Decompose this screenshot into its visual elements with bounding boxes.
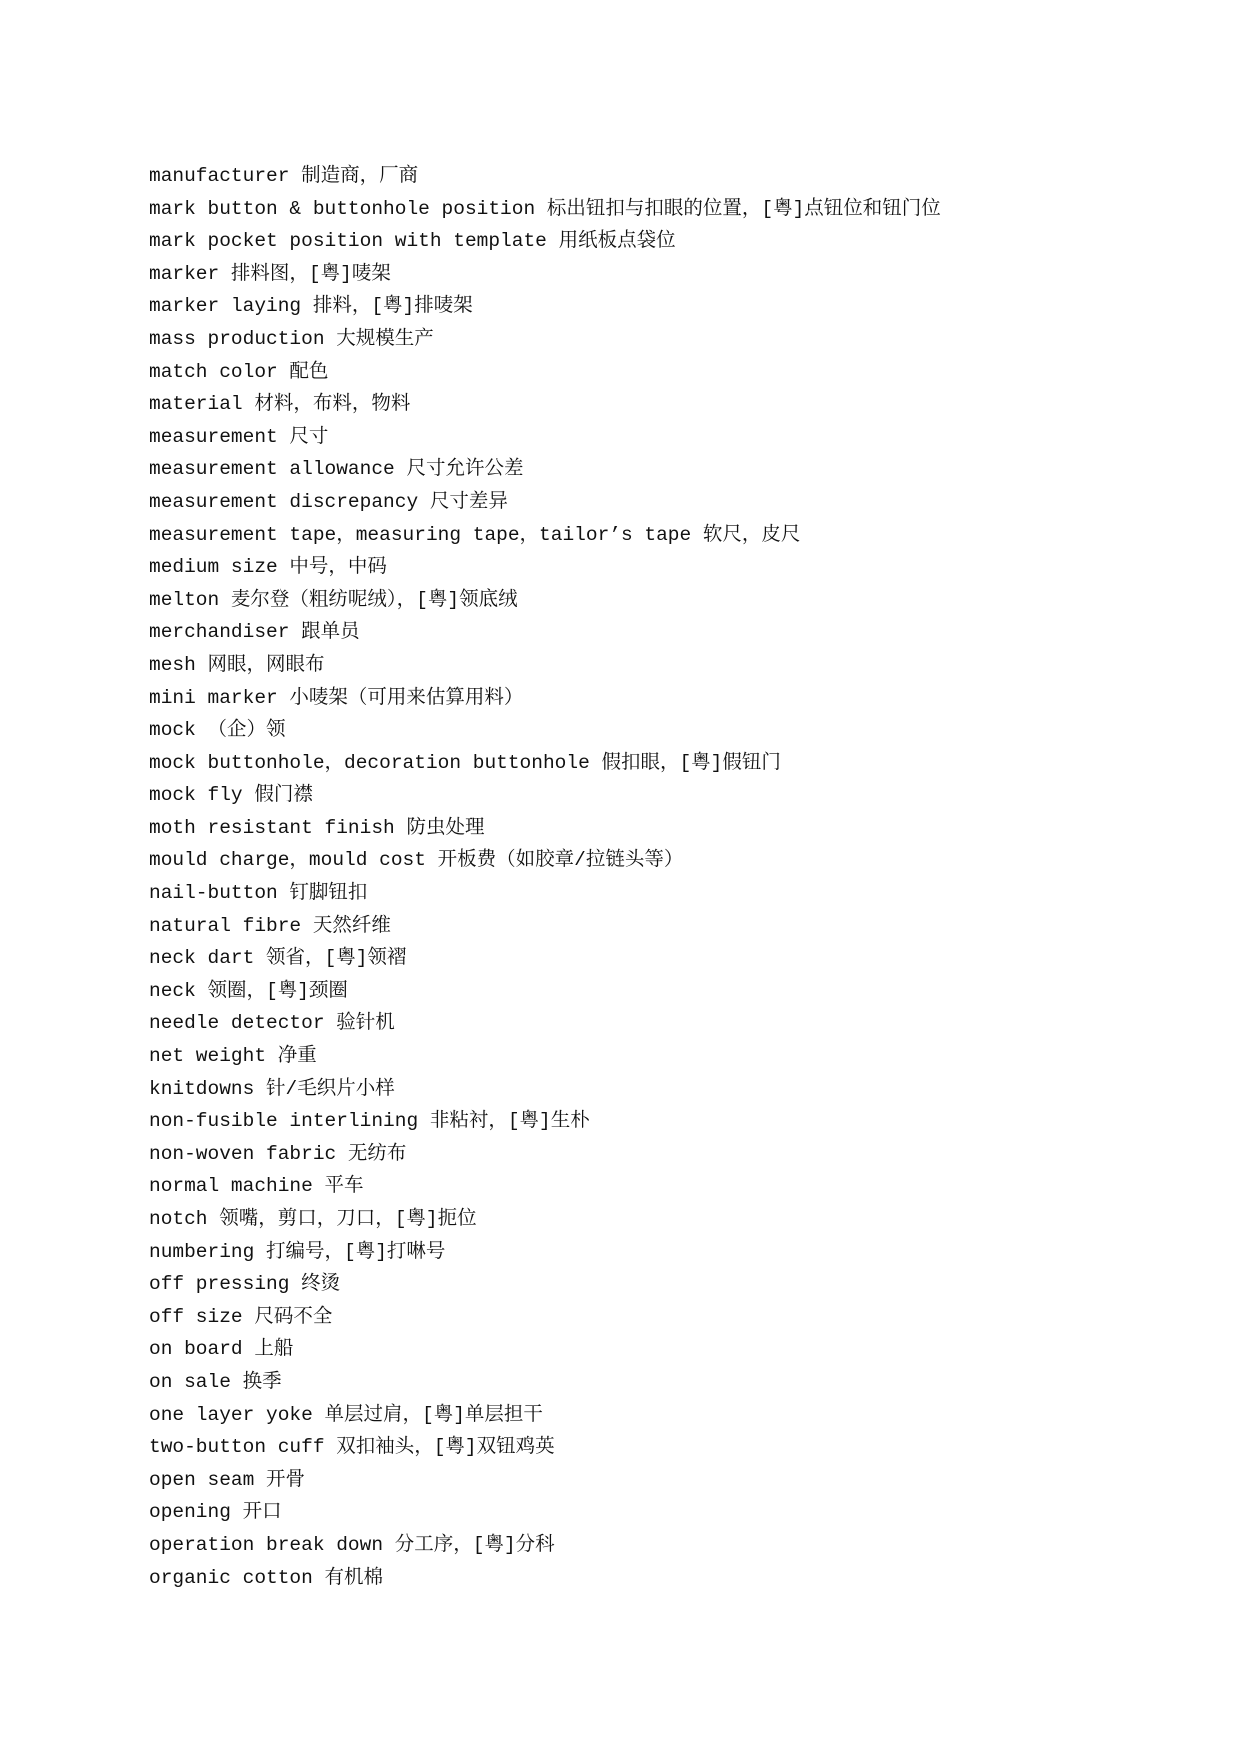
glossary-entry: notch 领嘴，剪口，刀口，[粤]扼位 [149,1208,477,1230]
glossary-entry: mark pocket position with template 用纸板点袋位 [149,230,676,253]
glossary-entry: merchandiser 跟单员 [149,621,360,644]
glossary-entry: operation break down 分工序，[粤]分科 [149,1533,555,1556]
glossary-entry: two-button cuff 双扣袖头，[粤]双钮鸡英 [149,1436,555,1459]
glossary-entry: normal machine 平车 [149,1175,364,1198]
glossary-page [149,160,1189,1594]
glossary-entry: material 材料，布料，物料 [149,393,411,416]
glossary-entry: mark button & buttonhole position 标出钮扣与扣眼的位置，[粤]点钮位和钮门位 [149,197,941,220]
glossary-entry: measurement discrepancy 尺寸差异 [149,490,508,513]
glossary-entry: needle detector 验针机 [149,1012,395,1035]
glossary-entry: mesh 网眼，网眼布 [149,653,325,676]
glossary-entry: mock （企）领 [149,719,286,742]
glossary-entry: measurement 尺寸 [149,425,329,448]
glossary-entry: manufacturer 制造商，厂商 [149,165,419,187]
glossary-entry: numbering 打编号，[粤]打啉号 [149,1240,446,1263]
glossary-entry: marker 排料图，[粤]唛架 [149,262,391,285]
glossary-entry: non-woven fabric 无纺布 [149,1142,407,1165]
glossary-entry: on sale 换季 [149,1370,282,1393]
glossary-entry: mass production 大规模生产 [149,327,434,350]
glossary-entry: off size 尺码不全 [149,1305,333,1328]
glossary-entry: measurement tape，measuring tape，tailor’s tape 软尺，皮尺 [149,523,801,546]
glossary-entry: opening 开口 [149,1501,282,1524]
glossary-entry: medium size 中号，中码 [149,556,387,579]
glossary-entry: mock buttonhole，decoration buttonhole 假扣眼，[粤]假钮门 [149,751,781,774]
glossary-entry: natural fibre 天然纤维 [149,914,391,937]
glossary-entry: marker laying 排料，[粤]排唛架 [149,295,473,318]
glossary-entry: mould charge，mould cost 开板费（如胶章/拉链头等） [149,849,684,872]
glossary-entry: moth resistant finish 防虫处理 [149,816,485,839]
glossary-entry: open seam 开骨 [149,1468,306,1491]
glossary-entry: match color 配色 [149,360,329,383]
glossary-entry: organic cotton 有机棉 [149,1566,384,1589]
glossary-entry: net weight 净重 [149,1045,317,1068]
glossary-entry: measurement allowance 尺寸允许公差 [149,458,524,481]
glossary-entry: knitdowns 针/毛织片小样 [149,1077,395,1100]
glossary-entry: non-fusible interlining 非粘衬，[粤]生朴 [149,1110,590,1133]
glossary-entry: off pressing 终烫 [149,1273,341,1296]
glossary-entry: on board 上船 [149,1338,294,1361]
glossary-entry: mini marker 小唛架（可用来估算用料） [149,686,524,709]
glossary-entry: mock fly 假门襟 [149,784,313,807]
glossary-entry: melton 麦尔登（粗纺呢绒），[粤]领底绒 [149,588,518,611]
glossary-entry: one layer yoke 单层过肩，[粤]单层担干 [149,1403,543,1426]
glossary-entry: nail-button 钉脚钮扣 [149,882,368,905]
glossary-entry: neck 领圈，[粤]颈圈 [149,979,348,1002]
glossary-entry: neck dart 领省，[粤]领褶 [149,947,407,970]
